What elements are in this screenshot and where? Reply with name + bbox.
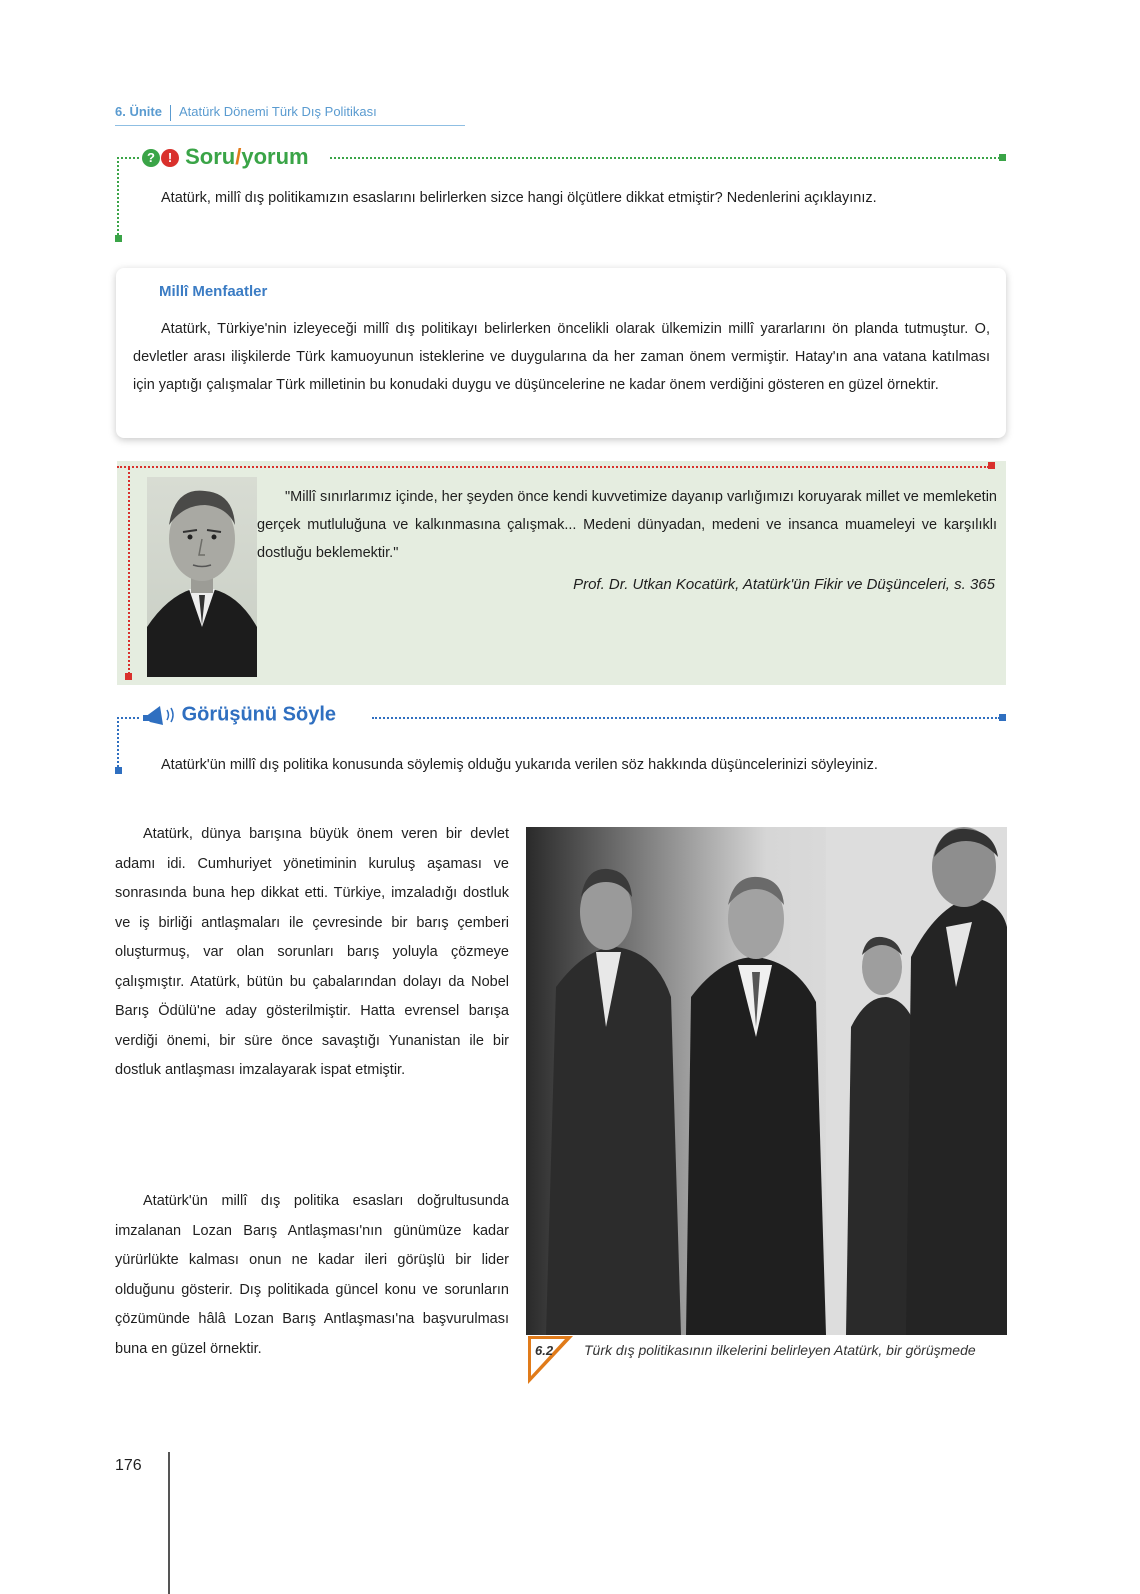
ataturk-meeting-photo <box>526 827 1007 1335</box>
question-bubble-icon: ? <box>142 149 160 167</box>
quote-frame-top <box>117 466 989 468</box>
soru-frame-corner-bottom <box>115 235 122 242</box>
megaphone-icon <box>142 703 176 727</box>
soru-yorum-title <box>142 144 309 170</box>
quote-frame-corner <box>988 462 995 469</box>
page-header <box>115 104 377 121</box>
ataturk-quote-text: "Millî sınırlarımız içinde, her şeyden önce kendi kuvvetimize dayanıp varlığımızı koruyarak millet ve memleketin gerçek mutluluğuna ve kalkınmasına çalışmak... Medeni dünyadan, medeni ve insanca muameleyi ve karşılıklı dostluğu beklemektir." <box>257 489 997 561</box>
body-paragraph-2: Atatürk'ün millî dış politika esasları doğrultusunda imzalanan Lozan Barış Antlaşması'nın günümüze kadar yürürlükte kalması onun ne kadar ileri görüşlü bir lider olduğunu gösterir. Dış politikada güncel konu ve sorunların çözümünde hâlâ Lozan Barış Antlaşması'na başvurulması buna en güzel örnektir. <box>115 1193 509 1357</box>
gorusunu-soyle-title <box>142 703 336 727</box>
soru-title-part1: Soru <box>185 144 236 169</box>
gorusunu-soyle-label: Görüşünü Söyle <box>181 703 337 726</box>
gorusunu-soyle-text: Atatürk'ün millî dış politika konusunda söylemiş olduğu yukarıda verilen söz hakkında düşüncelerinizi söyleyiniz. <box>161 757 878 773</box>
footer-rule <box>168 1452 170 1594</box>
soru-title-part2: yorum <box>241 144 309 169</box>
milli-menfaatler-title: Millî Menfaatler <box>159 283 268 300</box>
figure-number-badge <box>527 1336 583 1386</box>
header-separator <box>170 105 171 121</box>
unit-label: 6. Ünite <box>115 104 162 119</box>
soru-title-slash: / <box>235 144 242 169</box>
gs-frame-top-right <box>372 717 1000 719</box>
quote-source: Prof. Dr. Utkan Kocatürk, Atatürk'ün Fikir ve Düşünceleri, s. 365 <box>573 576 995 593</box>
exclamation-bubble-icon: ! <box>161 149 179 167</box>
soru-frame-corner <box>999 154 1006 161</box>
gs-frame-corner <box>999 714 1006 721</box>
body-paragraph-1: Atatürk, dünya barışına büyük önem veren bir devlet adamı idi. Cumhuriyet yönetiminin kuruluş aşaması ve sonrasında buna hep dikkat etti. Türkiye, imzaladığı dostluk ve iş birliği antlaşmaları ile çevresinde bir barış çemberi oluşturmuş, var olan sorunları barış yoluyla çözmeye çalışmıştır. Atatürk, bütün bu çabalarından dolayı da Nobel Barış Ödülü'ne aday gösterilmiştir. Hatta evrensel barışa verdiği önemi, bir süre önce savaştığı Yunanistan ile bir dostluk antlaşması imzalayarak ispat etmiştir. <box>115 826 509 1078</box>
soru-frame-left <box>117 157 119 235</box>
quote-frame-corner-bottom <box>125 673 132 680</box>
soru-yorum-text: Atatürk, millî dış politikamızın esaslarını belirlerken sizce hangi ölçütlere dikkat etmiştir? Nedenlerini açıklayınız. <box>161 190 877 206</box>
soru-frame-top-right <box>330 157 1000 159</box>
unit-topic: Atatürk Dönemi Türk Dış Politikası <box>178 104 377 119</box>
milli-menfaatler-text: Atatürk, Türkiye'nin izleyeceği millî dış politikayı belirlerken öncelikli olarak ülkemizin millî yararlarını ön planda tutmuştur. O, devletler arası ilişkilerde Türk kamuoyunun isteklerine ve duygularına da her zaman önem vermiştir. Hatay'ın ana vatana katılması için yaptığı çalışmalar Türk milletinin bu konudaki duygu ve düşüncelerine ne kadar önem verdiğini gösteren en güzel örnektir. <box>133 321 990 393</box>
gs-frame-left <box>117 717 119 767</box>
quote-frame-left <box>128 468 130 674</box>
page-number: 176 <box>115 1457 142 1474</box>
ataturk-portrait <box>147 477 257 677</box>
header-underline <box>115 125 465 126</box>
soru-frame-top-left <box>117 157 139 159</box>
figure-caption: Türk dış politikasının ilkelerini belirleyen Atatürk, bir görüşmede <box>584 1342 976 1358</box>
gs-frame-corner-bottom <box>115 767 122 774</box>
gs-frame-top-left <box>117 717 139 719</box>
figure-number: 6.2 <box>535 1343 554 1358</box>
